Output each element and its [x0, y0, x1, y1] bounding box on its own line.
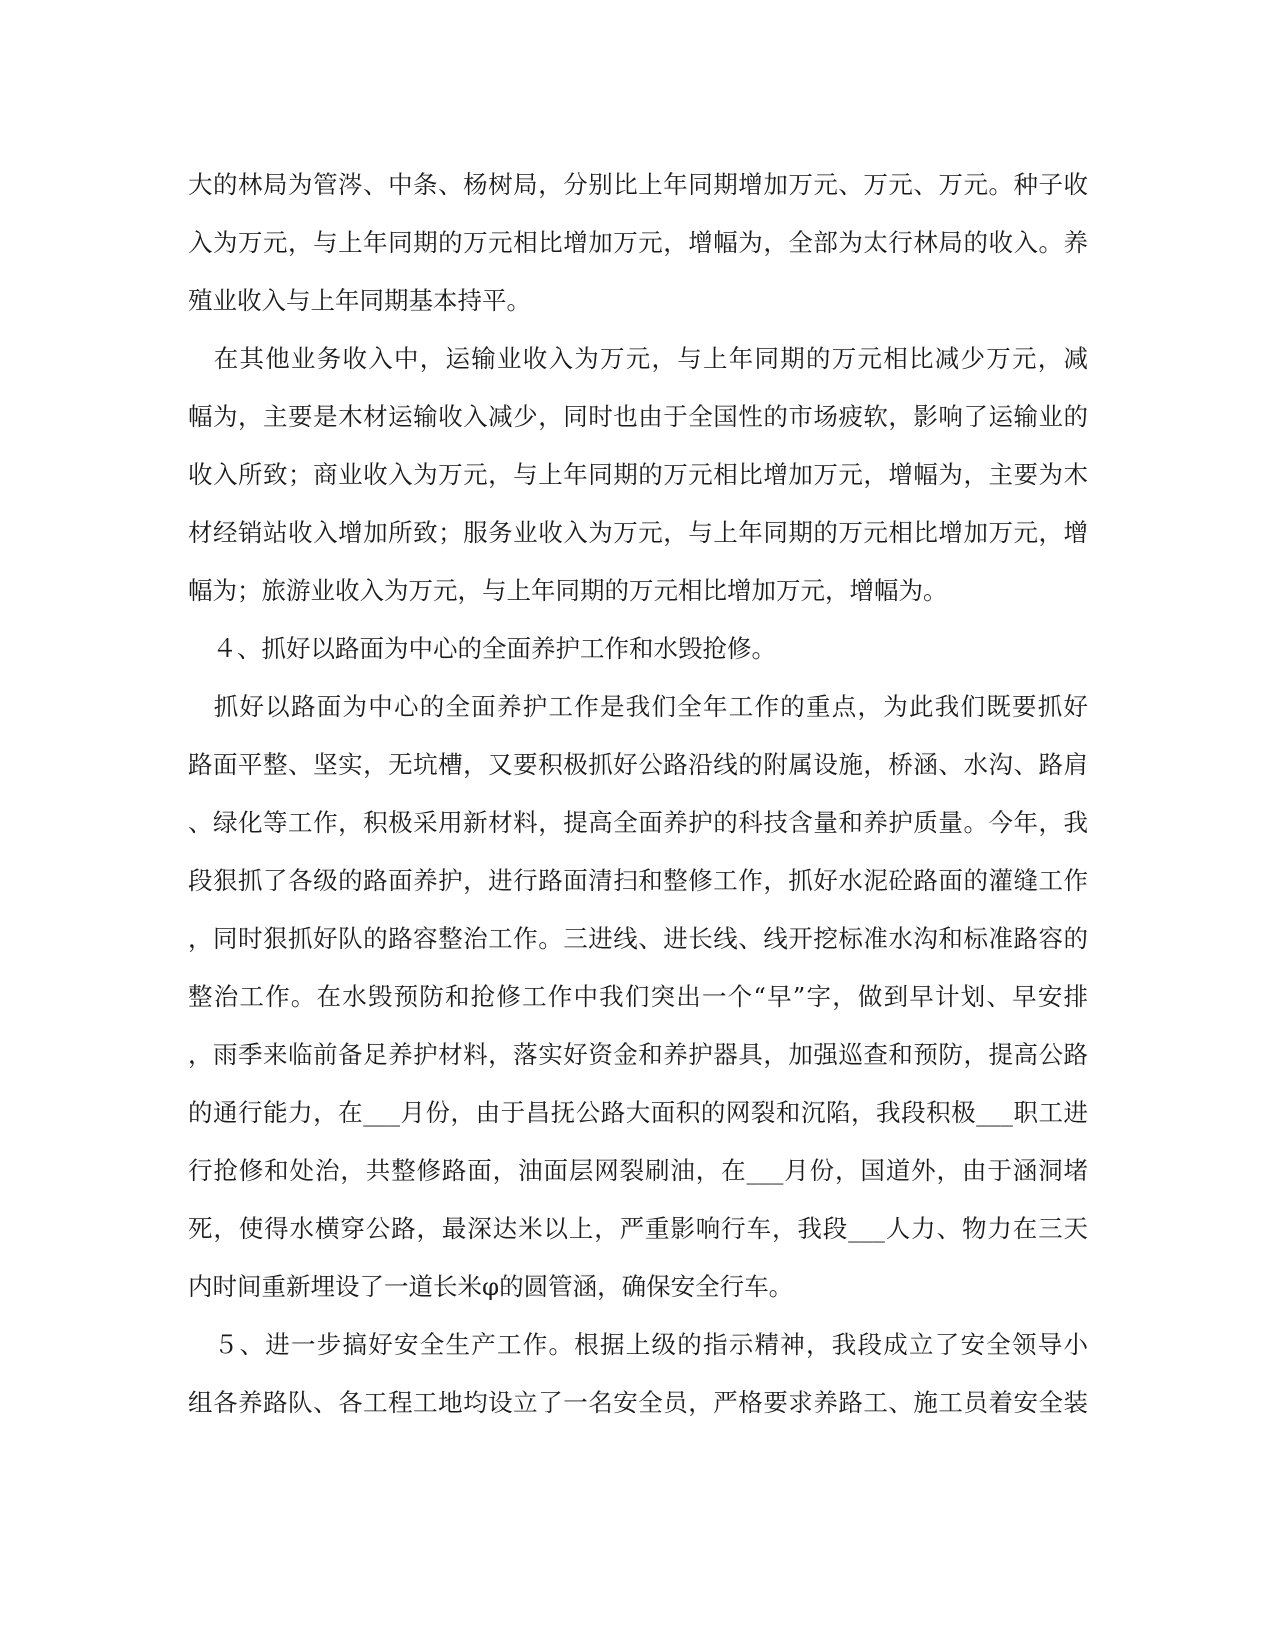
text-line: ，雨季来临前备足养护材料，落实好资金和养护器具，加强巡查和预防，提高公路 — [188, 1040, 1088, 1069]
section-heading: ５、进一步搞好安全生产工作。根据上级的指示精神，我段成立了安全领导小 — [188, 1330, 1088, 1359]
text-line: 路面平整、坚实，无坑槽，又要积极抓好公路沿线的附属设施，桥涵、水沟、路肩 — [188, 750, 1088, 779]
text-line: 入为万元，与上年同期的万元相比增加万元，增幅为，全部为太行林局的收入。养 — [188, 228, 1088, 257]
text-line: 幅为，主要是木材运输收入减少，同时也由于全国性的市场疲软，影响了运输业的 — [188, 402, 1088, 431]
text-line: 死，使得水横穿公路，最深达米以上，严重影响行车，我段___人力、物力在三天 — [188, 1214, 1088, 1243]
text-line: 内时间重新埋设了一道长米φ的圆管涵，确保安全行车。 — [188, 1272, 794, 1301]
text-line: 行抢修和处治，共整修路面，油面层网裂刷油，在___月份，国道外，由于涵洞堵 — [188, 1156, 1088, 1185]
text-line: 组各养路队、各工程工地均设立了一名安全员，严格要求养路工、施工员着安全装 — [188, 1388, 1088, 1417]
text-line: ，同时狠抓好队的路容整治工作。三进线、进长线、线开挖标准水沟和标准路容的 — [188, 924, 1088, 953]
text-line: 收入所致；商业收入为万元，与上年同期的万元相比增加万元，增幅为，主要为木 — [188, 460, 1088, 489]
text-line: 抓好以路面为中心的全面养护工作是我们全年工作的重点，为此我们既要抓好 — [188, 692, 1088, 721]
text-line: 的通行能力，在___月份，由于昌抚公路大面积的网裂和沉陷，我段积极___职工进 — [188, 1098, 1088, 1127]
text-line: 整治工作。在水毁预防和抢修工作中我们突出一个“早”字，做到早计划、早安排 — [188, 982, 1088, 1011]
text-line: 幅为；旅游业收入为万元，与上年同期的万元相比增加万元，增幅为。 — [188, 576, 948, 605]
text-line: 、绿化等工作，积极采用新材料，提高全面养护的科技含量和养护质量。今年，我 — [188, 808, 1088, 837]
text-line: 段狠抓了各级的路面养护，进行路面清扫和整修工作，抓好水泥砼路面的灌缝工作 — [188, 866, 1088, 895]
text-line: 材经销站收入增加所致；服务业收入为万元，与上年同期的万元相比增加万元，增 — [188, 518, 1088, 547]
text-line: 在其他业务收入中，运输业收入为万元，与上年同期的万元相比减少万元，减 — [188, 344, 1088, 373]
text-line: 殖业收入与上年同期基本持平。 — [188, 286, 531, 315]
section-heading: ４、抓好以路面为中心的全面养护工作和水毁抢修。 — [188, 634, 776, 663]
text-line: 大的林局为管涔、中条、杨树局，分别比上年同期增加万元、万元、万元。种子收 — [188, 170, 1088, 199]
